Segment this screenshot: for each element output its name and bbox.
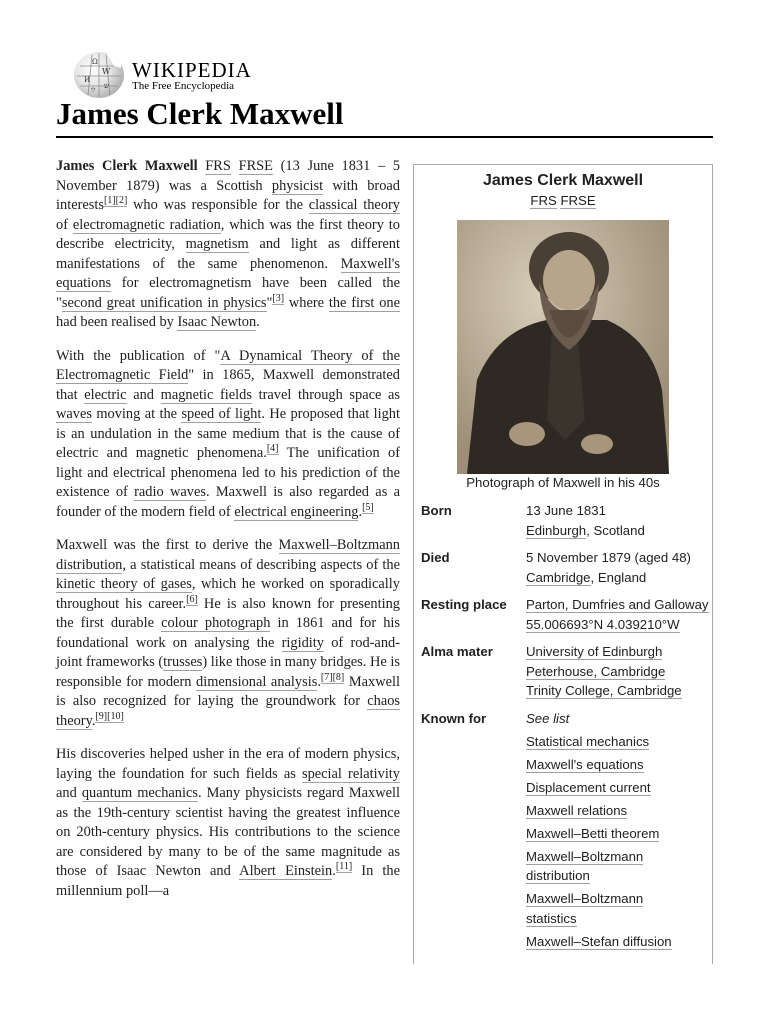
link-maxwells-equations[interactable]: Maxwell's equations xyxy=(56,255,400,291)
link-dimensional-analysis[interactable]: dimensional analysis xyxy=(196,673,318,690)
ref-1[interactable]: [1] xyxy=(103,195,116,207)
svg-text:ウ: ウ xyxy=(90,87,97,94)
postnominal-frs[interactable]: FRS xyxy=(530,193,557,208)
link-trusses[interactable]: trusses xyxy=(163,654,203,670)
paragraph-3: Maxwell was the first to derive the Maxwell–Boltzmann distribution, a statistical means of describing aspects of the kinetic theory of gases, which he worked on sporadically throughout his career.[6] He is also known for presenting the first durable colour photograph in 1861 and for his foundational work on analysing the rigidity of rod-and-joint frameworks (trusses) like those in many bridges. He is responsible for modern dimensional analysis.[7][8] Maxwell is also recognized for laying the groundwork for chaos theory.[9][10] xyxy=(56,537,401,729)
known-for-item[interactable]: Maxwell relations xyxy=(526,802,628,818)
paragraph-4: His discoveries helped usher in the era of modern physics, laying the foundation for such fields as special relativity and quantum mechanics. Many physicists regard Maxwell as the 19th-century scientist having the greatest influence on 20th-century physics. His contributions to the science are considered by many to be of the same magnitude as those of Isaac Newton and Albert Einstein.[11] In the millennium poll—a xyxy=(56,746,401,899)
label-resting-place: Resting place xyxy=(421,597,507,612)
link-parton[interactable]: Parton, Dumfries and Galloway xyxy=(526,597,709,612)
link-special-relativity[interactable]: special relativity xyxy=(301,765,401,782)
link-edinburgh[interactable]: Edinburgh xyxy=(526,522,587,538)
svg-text:W: W xyxy=(102,67,111,76)
link-chaos-theory[interactable]: chaos theory xyxy=(56,693,400,729)
photo-caption: Photograph of Maxwell in his 40s xyxy=(466,475,660,490)
ref-8[interactable]: [8] xyxy=(332,671,345,683)
link-electric[interactable]: electric xyxy=(84,386,127,403)
link-magnetism[interactable]: magnetism xyxy=(185,236,249,252)
ref-2[interactable]: [2] xyxy=(115,195,128,207)
value-known-for xyxy=(526,709,712,955)
row-known-for xyxy=(414,709,712,955)
value-born: 13 June 1831 Edinburgh, Scotland xyxy=(526,501,712,540)
known-for-item[interactable]: Maxwell–Stefan diffusion xyxy=(526,933,672,949)
link-cambridge[interactable]: Cambridge xyxy=(526,569,591,585)
known-for-item[interactable]: Maxwell's equations xyxy=(526,756,644,772)
link-speed-of-light[interactable]: speed of light xyxy=(181,406,262,422)
link-trinity-college[interactable]: Trinity College, Cambridge xyxy=(526,683,682,698)
infobox-table xyxy=(414,501,712,955)
wikipedia-wordmark xyxy=(132,57,252,93)
known-for-item[interactable]: Maxwell–Betti theorem xyxy=(526,825,660,841)
label-known-for: Known for xyxy=(421,710,487,726)
paragraph-1: James Clerk Maxwell FRS FRSE (13 June 1831 – 5 November 1879) was a Scottish physicist with broad interests[1][2] who was responsible for the classical theory of electromagnetic radiation, which was the first theory to describe electricity, magnetism and light as different manifestations of the same phenomenon. Maxwell's equations for electromagnetism have been called the "second great unification in physics"[3] where the first one had been realised by Isaac Newton. xyxy=(56,158,401,330)
link-radio-waves[interactable]: radio waves xyxy=(134,484,206,500)
link-albert-einstein[interactable]: Albert Einstein xyxy=(239,863,333,879)
link-peterhouse[interactable]: Peterhouse, Cambridge xyxy=(526,663,666,679)
link-university-of-edinburgh[interactable]: University of Edinburgh xyxy=(526,644,663,659)
link-maxwell-boltzmann-distribution[interactable]: Maxwell–Boltzmann distribution xyxy=(56,537,400,573)
see-list: See list xyxy=(526,710,570,726)
label-alma-mater: Alma mater xyxy=(421,644,493,659)
row-alma-mater xyxy=(414,642,712,701)
svg-text:ש: ש xyxy=(104,82,109,90)
link-waves[interactable]: waves xyxy=(56,406,92,422)
link-colour-photograph[interactable]: colour photograph xyxy=(161,615,271,631)
link-coordinates[interactable]: 55.006693°N 4.039210°W xyxy=(526,616,680,632)
died-date: 5 November 1879 (aged 48) xyxy=(526,550,691,565)
portrait-photo[interactable] xyxy=(457,220,669,474)
link-isaac-newton[interactable]: Isaac Newton xyxy=(177,314,257,330)
infobox-name: James Clerk Maxwell xyxy=(482,172,644,189)
label-born: Born xyxy=(421,503,452,518)
link-classical-theory[interactable]: classical theory xyxy=(308,197,401,213)
infobox-postnominals xyxy=(414,192,712,209)
link-physicist[interactable]: physicist xyxy=(271,177,324,194)
known-for-item[interactable]: Statistical mechanics xyxy=(526,733,650,749)
postnominal-frse[interactable]: FRSE xyxy=(560,193,596,208)
link-frs[interactable]: FRS xyxy=(205,158,231,174)
paragraph-2: With the publication of "A Dynamical Theory of the Electromagnetic Field" in 1865, Maxwell demonstrated that electric and magnetic fields travel through space as waves moving at the speed of light. He proposed that light is an undulation in the same medium that is the cause of electric and magnetic phenomena.[4] The unification of light and electrical phenomena led to his prediction of the existence of radio waves. Maxwell is also regarded as a founder of the modern field of electrical engineering.[5] xyxy=(56,347,400,520)
wordmark-tagline: The Free Encyclopedia xyxy=(132,79,235,92)
row-died xyxy=(414,548,712,587)
article-body xyxy=(56,157,400,915)
infobox xyxy=(413,164,713,964)
link-first-one[interactable]: the first one xyxy=(328,294,400,311)
link-second-unification[interactable]: second great unification in physics xyxy=(61,294,267,311)
title-divider xyxy=(56,136,713,138)
ref-5[interactable]: [5] xyxy=(362,501,374,513)
svg-text:Ω: Ω xyxy=(92,58,98,66)
subject-name: James Clerk Maxwell xyxy=(56,158,198,174)
link-dynamical-theory[interactable]: A Dynamical Theory of the Electromagnetic Field xyxy=(56,347,400,383)
svg-text:И: И xyxy=(84,76,91,84)
row-resting-place xyxy=(414,595,712,634)
label-died: Died xyxy=(421,550,450,565)
link-rigidity[interactable]: rigidity xyxy=(281,634,324,651)
known-for-item[interactable]: Displacement current xyxy=(526,779,651,795)
wordmark-text: WIKIPEDIA xyxy=(132,57,252,82)
ref-4[interactable]: [4] xyxy=(266,443,279,455)
link-quantum-mechanics[interactable]: quantum mechanics xyxy=(81,785,198,801)
ref-11[interactable]: [11] xyxy=(335,861,353,873)
ref-7[interactable]: [7] xyxy=(320,671,333,683)
ref-6[interactable]: [6] xyxy=(186,593,198,605)
link-electrical-engineering[interactable]: electrical engineering xyxy=(234,503,359,520)
known-for-item[interactable]: Maxwell–Boltzmann statistics xyxy=(526,891,644,926)
value-resting-place xyxy=(526,595,712,634)
link-magnetic-fields[interactable]: magnetic fields xyxy=(160,386,252,403)
link-electromagnetic-radiation[interactable]: electromagnetic radiation xyxy=(72,216,221,233)
ref-9[interactable]: [9] xyxy=(95,710,108,722)
page-title: James Clerk Maxwell xyxy=(56,96,344,131)
value-died: 5 November 1879 (aged 48) Cambridge, England xyxy=(526,548,712,587)
known-for-item[interactable]: Maxwell–Boltzmann distribution xyxy=(526,848,644,883)
row-born xyxy=(414,501,712,540)
born-date: 13 June 1831 xyxy=(526,503,606,518)
value-alma-mater xyxy=(526,642,712,701)
link-frse[interactable]: FRSE xyxy=(238,158,273,174)
ref-10[interactable]: [10] xyxy=(107,710,124,722)
link-kinetic-theory[interactable]: kinetic theory of gases xyxy=(56,576,192,592)
ref-3[interactable]: [3] xyxy=(272,292,285,304)
